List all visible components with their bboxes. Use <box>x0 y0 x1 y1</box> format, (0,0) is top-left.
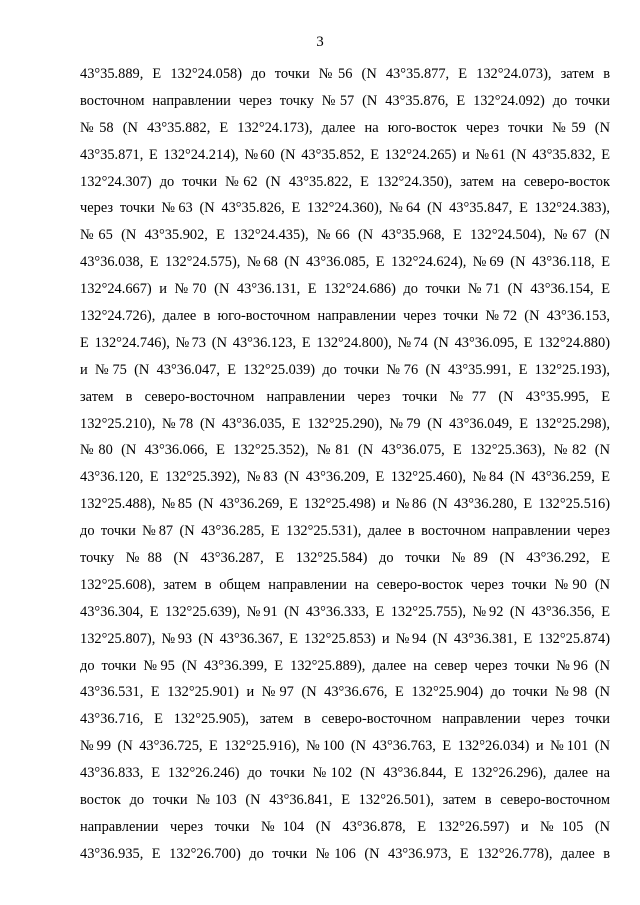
text-line: 132°25.488), №85 (N 43°36.269, E 132°25.498) и №86 (N 43°36.280, E 132°25.516) <box>80 496 610 513</box>
text-line: через точки №63 (N 43°35.826, E 132°24.360), №64 (N 43°35.847, E 132°24.383), <box>80 200 610 217</box>
text-line: 132°24.307) до точки №62 (N 43°35.822, E 132°24.350), затем на северо-восток <box>80 173 610 190</box>
text-line: 43°36.935, E 132°26.700) до точки №106 (N 43°36.973, E 132°26.778), далее в <box>80 845 610 862</box>
text-line: 43°35.871, E 132°24.214), №60 (N 43°35.852, E 132°24.265) и №61 (N 43°35.832, E <box>80 146 610 163</box>
text-line: 43°36.716, E 132°25.905), затем в северо-восточном направлении через точки <box>80 711 610 728</box>
text-line: №58 (N 43°35.882, E 132°24.173), далее на юго-восток через точки №59 (N <box>80 119 610 136</box>
text-line: E 132°24.746), №73 (N 43°36.123, E 132°24.800), №74 (N 43°36.095, E 132°24.880) <box>80 334 610 351</box>
text-line: 132°24.667) и №70 (N 43°36.131, E 132°24.686) до точки №71 (N 43°36.154, E <box>80 281 610 298</box>
text-line: 43°36.833, E 132°26.246) до точки №102 (N 43°36.844, E 132°26.296), далее на <box>80 765 610 782</box>
text-line: 43°36.304, E 132°25.639), №91 (N 43°36.333, E 132°25.755), №92 (N 43°36.356, E <box>80 603 610 620</box>
text-line: 43°35.889, E 132°24.058) до точки №56 (N 43°35.877, E 132°24.073), затем в <box>80 66 610 82</box>
page-number: 3 <box>316 34 324 50</box>
text-line: 43°36.038, E 132°24.575), №68 (N 43°36.085, E 132°24.624), №69 (N 43°36.118, E <box>80 254 610 271</box>
text-line: направлении через точки №104 (N 43°36.878, E 132°26.597) и №105 (N <box>80 818 610 835</box>
text-line: и №75 (N 43°36.047, E 132°25.039) до точки №76 (N 43°35.991, E 132°25.193), <box>80 361 610 378</box>
text-line: 43°36.531, E 132°25.901) и №97 (N 43°36.676, E 132°25.904) до точки №98 (N <box>80 684 610 701</box>
text-line: затем в северо-восточном направлении через точки №77 (N 43°35.995, E <box>80 388 610 405</box>
text-line: 132°25.807), №93 (N 43°36.367, E 132°25.853) и №94 (N 43°36.381, E 132°25.874) <box>80 630 610 647</box>
text-line: 132°24.726), далее в юго-восточном направлении через точки №72 (N 43°36.153, <box>80 308 610 325</box>
text-line: 132°25.608), затем в общем направлении на северо-восток через точки №90 (N <box>80 576 610 593</box>
text-line: точку №88 (N 43°36.287, E 132°25.584) до точки №89 (N 43°36.292, E <box>80 550 610 567</box>
text-line: №99 (N 43°36.725, E 132°25.916), №100 (N 43°36.763, E 132°26.034) и №101 (N <box>80 738 610 755</box>
text-line: 132°25.210), №78 (N 43°36.035, E 132°25.290), №79 (N 43°36.049, E 132°25.298), <box>80 415 610 432</box>
text-line: до точки №87 (N 43°36.285, E 132°25.531), далее в восточном направлении через <box>80 523 610 540</box>
text-line: №80 (N 43°36.066, E 132°25.352), №81 (N 43°36.075, E 132°25.363), №82 (N <box>80 442 610 459</box>
text-line: 43°36.120, E 132°25.392), №83 (N 43°36.209, E 132°25.460), №84 (N 43°36.259, E <box>80 469 610 486</box>
text-line: восток до точки №103 (N 43°36.841, E 132°26.501), затем в северо-восточном <box>80 792 610 809</box>
text-line: восточном направлении через точку №57 (N 43°35.876, E 132°24.092) до точки <box>80 92 610 109</box>
text-line: №65 (N 43°35.902, E 132°24.435), №66 (N 43°35.968, E 132°24.504), №67 (N <box>80 227 610 244</box>
body-text <box>80 61 610 868</box>
text-line: до точки №95 (N 43°36.399, E 132°25.889), далее на север через точки №96 (N <box>80 657 610 674</box>
